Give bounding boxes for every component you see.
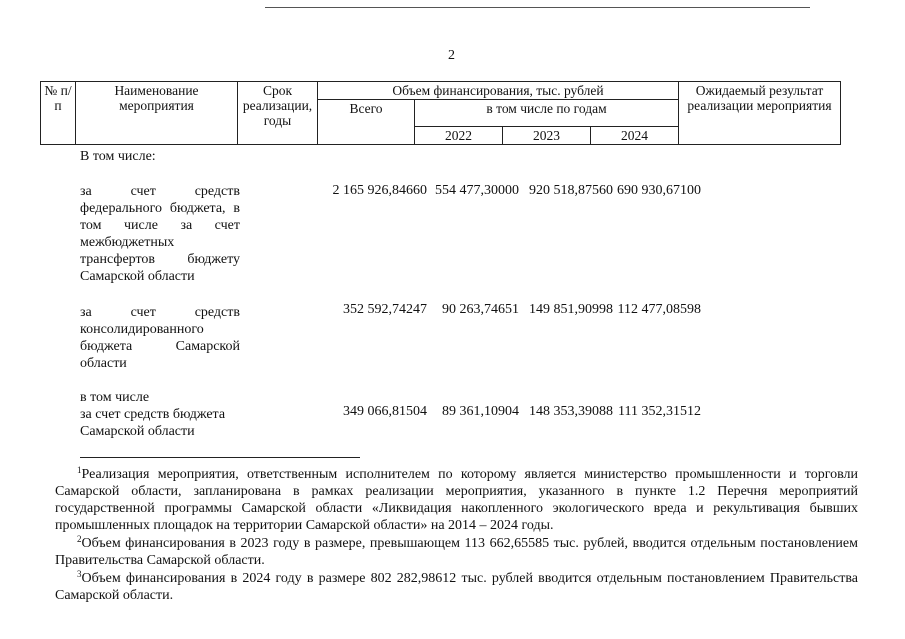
row-consolidated-total: 352 592,74247 [343, 302, 427, 317]
row-consolidated-2022: 90 263,74651 [442, 302, 519, 317]
row-federal-total: 2 165 926,84660 [332, 183, 427, 198]
header-year-2023: 2023 [503, 127, 591, 145]
footnote-2 [55, 535, 858, 569]
financing-table-header [40, 81, 841, 145]
row-federal-2023: 920 518,87560 [529, 183, 613, 198]
footnote-1-mark: 1 [77, 465, 82, 475]
header-total: Всего [318, 100, 415, 145]
row-regional-2024: 111 352,31512 [618, 404, 701, 419]
row-federal-2024: 690 930,67100 [617, 183, 701, 198]
header-by-years: в том числе по годам [415, 100, 679, 127]
page-number: 2 [448, 48, 455, 63]
header-name: Наименование мероприятия [76, 82, 238, 145]
row-federal-label-text: за счет средств федерального бюджета, в том числе за счет межбюджетных трансфертов бюджету Самарской области [80, 184, 240, 284]
footnote-3 [55, 570, 858, 604]
header-term: Срок реализации, годы [238, 82, 318, 145]
row-regional-label: за счет средств бюджета Самарской области [80, 407, 226, 439]
header-year-2022: 2022 [415, 127, 503, 145]
footnote-2-mark: 2 [77, 534, 82, 544]
footnote-3-mark: 3 [77, 569, 82, 579]
footnote-2-text: Объем финансирования в 2023 году в размере, превышающем 113 662,65585 тыс. рублей, вводится отдельным постановлением Правительства Самарской области. [55, 536, 858, 568]
row-regional-prefix: в том числе [80, 390, 150, 405]
row-consolidated-2024: 112 477,08598 [617, 302, 701, 317]
row-regional-total: 349 066,81504 [343, 404, 427, 419]
row-including-label: В том числе: [80, 149, 156, 164]
footnote-1-text: Реализация мероприятия, ответственным исполнителем по которому является министерство промышленности и торговли Самарской области, запланирована в рамках реализации мероприятия, указанного в пункте 1.2 Перечня мероприятий государственной программы Самарской области «Ликвидация накопленного экологического вреда и рекультивация бывших промышленных площадок на территории Самарской области» на 2014 – 2024 годы. [55, 467, 858, 533]
footnote-separator [80, 457, 360, 458]
top-rule [265, 7, 810, 8]
footnote-1 [55, 466, 858, 534]
row-regional-2023: 148 353,39088 [529, 404, 613, 419]
header-no: № п/п [41, 82, 76, 145]
row-consolidated-label [80, 304, 240, 372]
header-result: Ожидаемый результат реализации мероприятия [679, 82, 841, 145]
header-funding: Объем финансирования, тыс. рублей [318, 82, 679, 100]
row-consolidated-2023: 149 851,90998 [529, 302, 613, 317]
row-consolidated-label-text: за счет средств консолидированного бюджета Самарской области [80, 305, 240, 371]
header-year-2024: 2024 [591, 127, 679, 145]
footnote-3-text: Объем финансирования в 2024 году в размере 802 282,98612 тыс. рублей вводится отдельным постановлением Правительства Самарской области. [55, 571, 858, 603]
row-regional-2022: 89 361,10904 [442, 404, 519, 419]
row-federal-2022: 554 477,30000 [435, 183, 519, 198]
row-federal-label [80, 183, 240, 285]
